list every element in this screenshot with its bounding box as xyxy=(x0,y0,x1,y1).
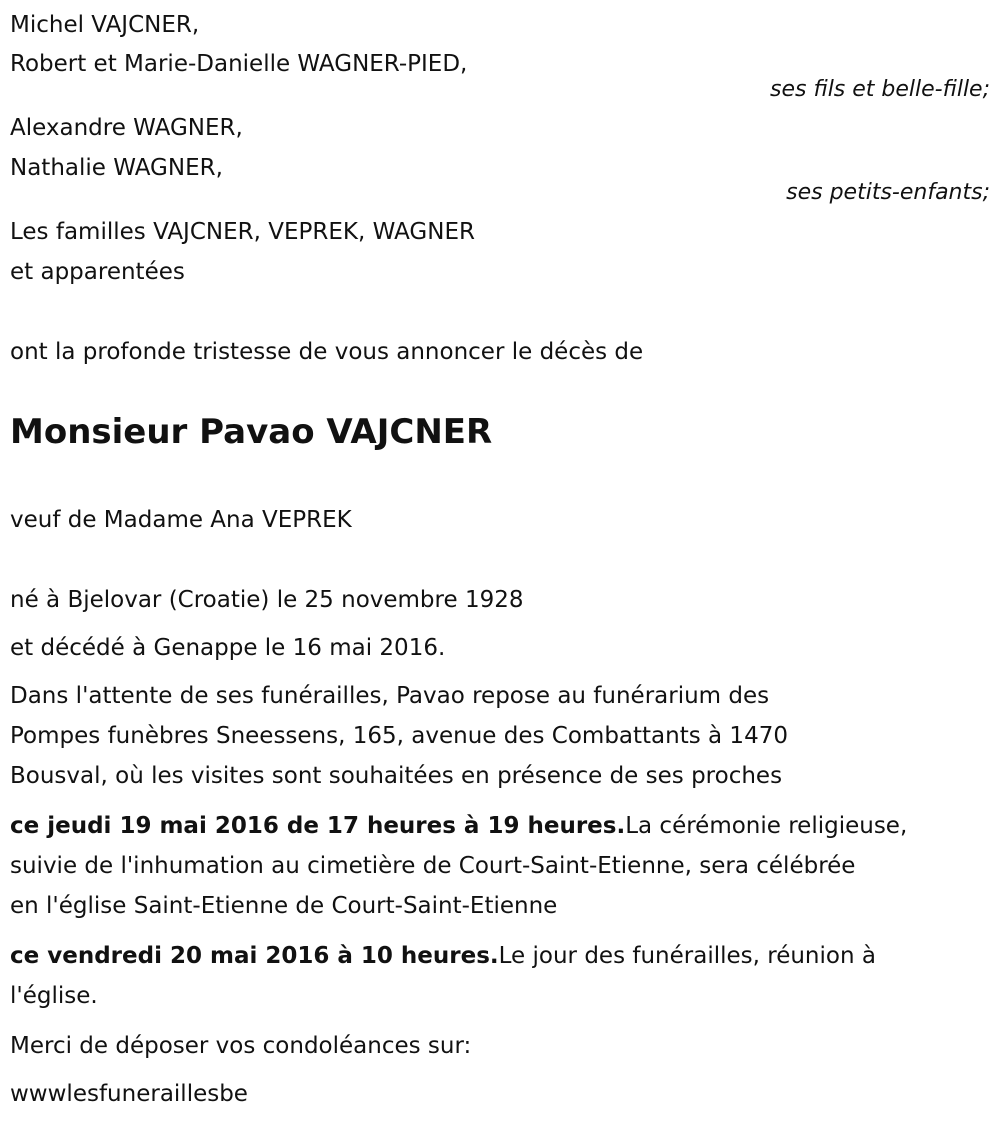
meeting-text: Le jour des funérailles, réunion à xyxy=(498,943,876,969)
visit-text: Bousval, où les visites sont souhaitées en présence de ses proches xyxy=(10,763,783,789)
family-line: Les familles VAJCNER, VEPREK, WAGNER xyxy=(10,219,475,245)
meeting-text: l'église. xyxy=(10,983,98,1009)
ceremony-text: La cérémonie religieuse, xyxy=(625,813,908,839)
ceremony-schedule xyxy=(10,940,876,972)
announcement: ont la profonde tristesse de vous annoncer le décès de xyxy=(10,339,644,365)
family-line: Alexandre WAGNER, xyxy=(10,115,243,141)
visit-text: Pompes funèbres Sneessens, 165, avenue des Combattants à 1470 xyxy=(10,723,788,749)
visit-schedule xyxy=(10,810,907,842)
widow-line: veuf de Madame Ana VEPREK xyxy=(10,507,352,533)
family-line: Michel VAJCNER, xyxy=(10,12,200,38)
ceremony-text: en l'église Saint-Etienne de Court-Saint-Etienne xyxy=(10,893,558,919)
deceased-name: Monsieur Pavao VAJCNER xyxy=(10,412,493,452)
condolences-text: Merci de déposer vos condoléances sur: xyxy=(10,1033,472,1059)
website-link[interactable]: wwwlesfuneraillesbe xyxy=(10,1081,248,1107)
family-line: et apparentées xyxy=(10,259,185,285)
death-line: et décédé à Genappe le 16 mai 2016. xyxy=(10,635,446,661)
ceremony-text: suivie de l'inhumation au cimetière de Court-Saint-Etienne, sera célébrée xyxy=(10,853,856,879)
family-role: ses petits-enfants; xyxy=(786,180,990,205)
family-line: Robert et Marie-Danielle WAGNER-PIED, xyxy=(10,51,468,77)
birth-line: né à Bjelovar (Croatie) le 25 novembre 1928 xyxy=(10,587,524,613)
family-role: ses fils et belle-fille; xyxy=(770,77,990,102)
visit-time: ce jeudi 19 mai 2016 de 17 heures à 19 heures. xyxy=(10,813,626,839)
family-line: Nathalie WAGNER, xyxy=(10,155,223,181)
visit-text: Dans l'attente de ses funérailles, Pavao repose au funérarium des xyxy=(10,683,770,709)
ceremony-time: ce vendredi 20 mai 2016 à 10 heures. xyxy=(10,943,499,969)
